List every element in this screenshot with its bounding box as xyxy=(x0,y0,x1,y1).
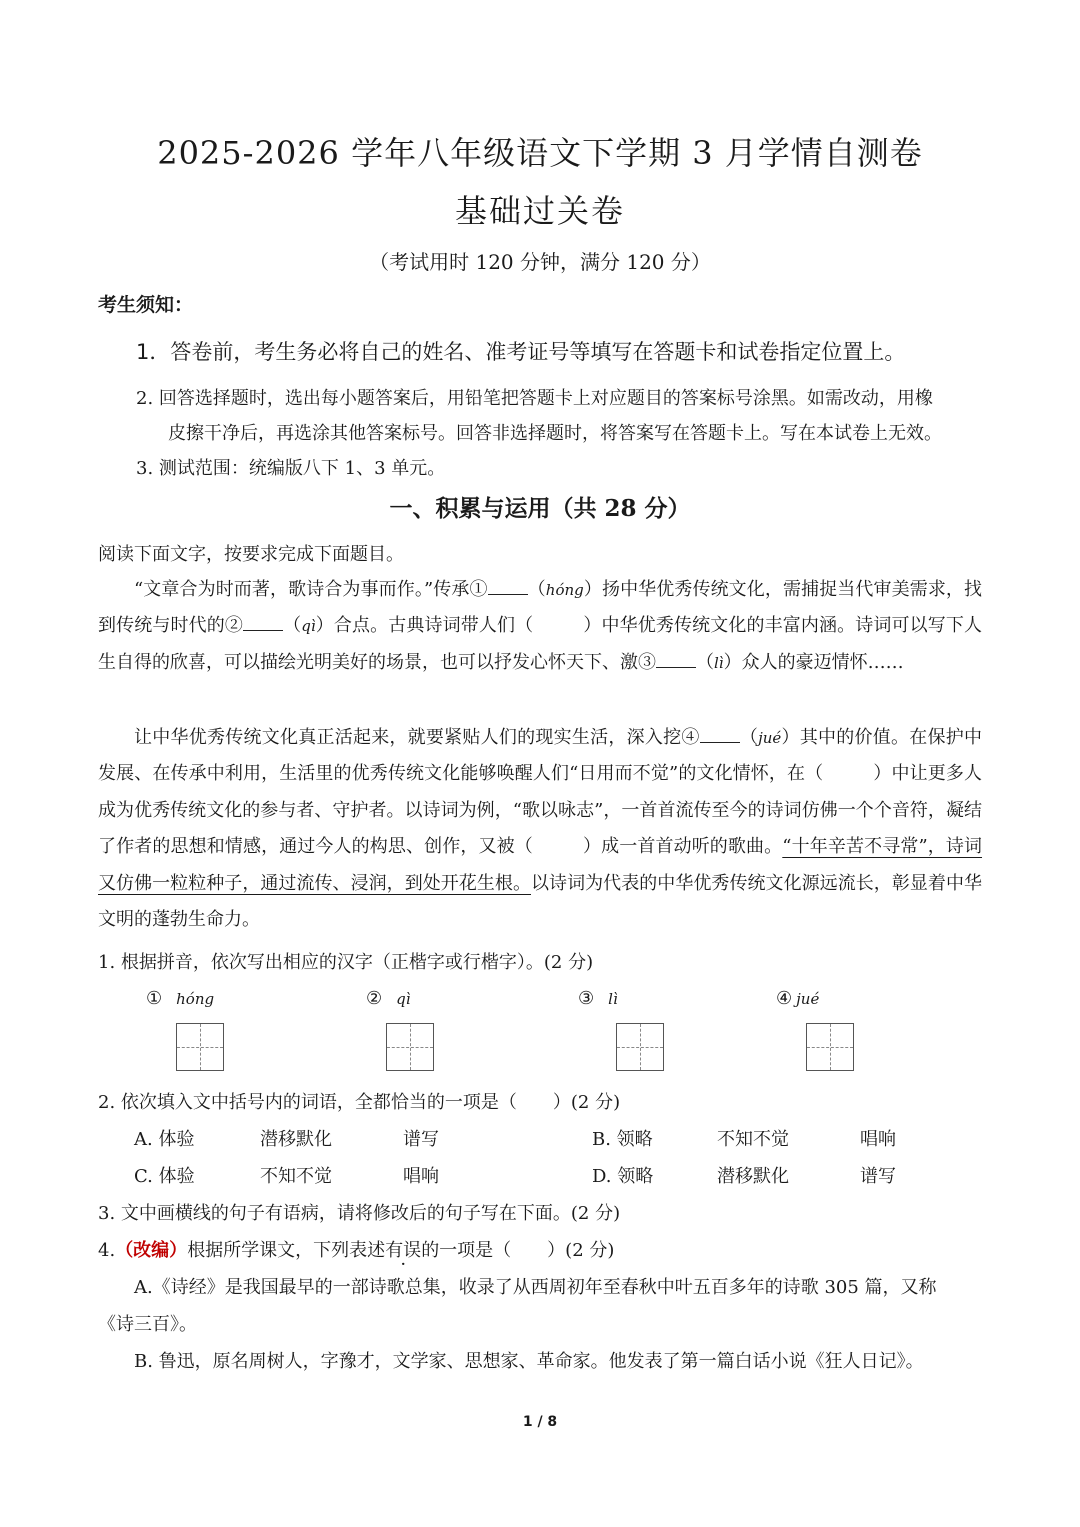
q4-option-b: B. 鲁迅，原名周树人，字豫才，文学家、思想家、革命家。他发表了第一篇白话小说《狂人日记》。 xyxy=(134,1351,924,1372)
section-1-title: 一、积累与运用（共 28 分） xyxy=(389,495,691,522)
q2-option-b-3: 唱响 xyxy=(860,1129,896,1150)
notice-item-1: 1．答卷前，考生务必将自己的姓名、准考证号等填写在答题卡和试卷指定位置上。 xyxy=(136,340,906,364)
answer-box-4[interactable] xyxy=(806,1023,854,1071)
p2-text-2: 其中的价值。在保护中发展、在传承中利用，生活里的优秀传统文化能够唤醒人们“日用而不觉”的文化情怀，在（ xyxy=(98,727,983,785)
p2-text-1: 让中华优秀传统文化真正活起来，就要紧贴人们的现实生活，深入挖④ xyxy=(134,727,700,748)
p2-text-5: 以诗词为代表的中华优秀传统文化源远流长，彰显着中华文明的蓬勃生命力。 xyxy=(98,872,982,931)
p2-text-3: ）中让更多人成为优秀传统文化的参与者、守护者。以诗词为例，“歌以咏志”，一首首流传至今的诗词仿佛一个个音符，凝结了作者的思想和情感，通过今人的构思、创作，又被（ xyxy=(98,763,982,858)
blank-4 xyxy=(700,724,740,743)
reading-paragraph-2: 让中华优秀传统文化真正活起来，就要紧贴人们的现实生活，深入挖④ （jué）其中的价值。在保护中发展、在传承中利用，生活里的优秀传统文化能够唤醒人们“日用而不觉”的文化情怀，在（ ）中让更多人成为优秀传统文化的参与者、守护者。以诗词为例，“歌以咏志”，一首首流传至今的诗词仿佛一个个音符，凝结了作者的思想和情感，通过今人的构思、创作，又被（ ）成一首首动听的歌曲。“十年辛苦不寻常”，诗词又仿佛一粒粒种子，通过流传、浸润，到处开花生根。以诗词为代表的中华优秀传统文化源远流长，彰显着中华文明的蓬勃生命力。 xyxy=(98,720,982,938)
p2-text-4: ）成一首首动听的歌曲。 xyxy=(582,836,783,858)
pinyin-2: qì xyxy=(301,617,316,636)
notice-item-3: 3. 测试范围：统编版八下 1、3 单元。 xyxy=(136,458,446,479)
q4-option-a-line1: A.《诗经》是我国最早的一部诗歌总集，收录了从西周初年至春秋中叶五百多年的诗歌 305 篇，又称 xyxy=(134,1277,937,1298)
q1-label-3: ③ lì xyxy=(578,988,618,1009)
reading-paragraph-1: “文章合为时而著，歌诗合为事而作。”传承① （hóng）扬中华优秀传统文化，需捕捉当代审美需求，找到传统与时代的② （qì）合点。古典诗词带人们（ ）中华优秀传统文化的丰富内涵。诗词可以写下人生自得的欣喜，可以描绘光明美好的场景，也可以抒发心怀天下、激③ （lì）众人的豪迈情怀…… xyxy=(98,572,982,681)
q4-tag: （改编） xyxy=(115,1240,188,1261)
exam-info: （考试用时 120 分钟，满分 120 分） xyxy=(369,250,711,274)
q2-option-c-1: C. 体验 xyxy=(134,1166,195,1187)
answer-box-3[interactable] xyxy=(616,1023,664,1071)
q2-option-b-2: 不知不觉 xyxy=(717,1129,789,1150)
q1-label-2: ② qì xyxy=(366,988,411,1009)
q2-option-c-2: 不知不觉 xyxy=(260,1166,332,1187)
question-4: 4.（改编）根据所学课文，下列表述有误的一项是（ ）(2 分) xyxy=(98,1240,615,1261)
notice-title: 考生须知： xyxy=(98,294,194,316)
pinyin-3: lì xyxy=(714,653,724,672)
question-3: 3. 文中画横线的句子有语病，请将修改后的句子写在下面。(2 分) xyxy=(98,1203,621,1224)
q1-label-1: ① hóng xyxy=(146,988,215,1009)
question-2: 2. 依次填入文中括号内的词语，全都恰当的一项是（ ）(2 分) xyxy=(98,1092,621,1113)
reading-instruction: 阅读下面文字，按要求完成下面题目。 xyxy=(98,544,404,565)
q2-option-d-3: 谱写 xyxy=(860,1166,896,1187)
question-1: 1. 根据拼音，依次写出相应的汉字（正楷字或行楷字）。(2 分) xyxy=(98,952,594,973)
p1-text-2: 扬中华优秀传统文化，需捕捉当代审美需求，找到传统与时代的② xyxy=(98,579,983,637)
q2-option-a-3: 谱写 xyxy=(403,1129,439,1150)
q2-option-c-3: 唱响 xyxy=(403,1166,439,1187)
exam-title: 2025-2026 学年八年级语文下学期 3 月学情自测卷 xyxy=(157,134,923,172)
q2-option-a-2: 潜移默化 xyxy=(260,1129,332,1150)
exam-subtitle: 基础过关卷 xyxy=(454,192,625,230)
q1-label-4: ④ jué xyxy=(776,988,820,1009)
p1-text-5: 众人的豪迈情怀…… xyxy=(741,651,904,673)
pinyin-1: hóng xyxy=(545,581,584,599)
p1-text-1: “文章合为时而著，歌诗合为事而作。”传承① xyxy=(134,579,488,600)
q2-option-b-1: B. 领略 xyxy=(592,1129,653,1150)
notice-item-2-line1: 2. 回答选择题时，选出每小题答案后，用铅笔把答题卡上对应题目的答案标号涂黑。如需改动，用橡 xyxy=(136,388,933,409)
q4-option-a-line2: 《诗三百》。 xyxy=(98,1314,197,1335)
q2-option-d-1: D. 领略 xyxy=(592,1166,654,1187)
page-number: 1 / 8 xyxy=(522,1414,558,1430)
answer-box-1[interactable] xyxy=(176,1023,224,1071)
p1-text-3: 合点。古典诗词带人们（ xyxy=(333,615,534,637)
notice-item-2-line2: 皮擦干净后，再选涂其他答案标号。回答非选择题时，将答案写在答题卡上。写在本试卷上无效。 xyxy=(168,423,942,444)
answer-box-2[interactable] xyxy=(386,1023,434,1071)
blank-1 xyxy=(488,576,528,595)
blank-3 xyxy=(656,649,696,668)
p1-text-4: ）中华优秀传统文化的丰富内涵。诗词可以写下人生自得的欣喜，可以描绘光明美好的场景，也可以抒发心怀天下、激③ xyxy=(98,615,983,673)
underlined-sentence: “十年辛苦不寻常”，诗词又仿佛一粒粒种子，通过流传、浸润，到处开花生根。 xyxy=(98,836,983,894)
q2-option-a-1: A. 体验 xyxy=(134,1129,195,1150)
blank-2 xyxy=(243,612,283,631)
q4-emphasis: 有误 xyxy=(385,1240,422,1261)
pinyin-4: jué xyxy=(758,729,782,747)
q2-option-d-2: 潜移默化 xyxy=(717,1166,789,1187)
